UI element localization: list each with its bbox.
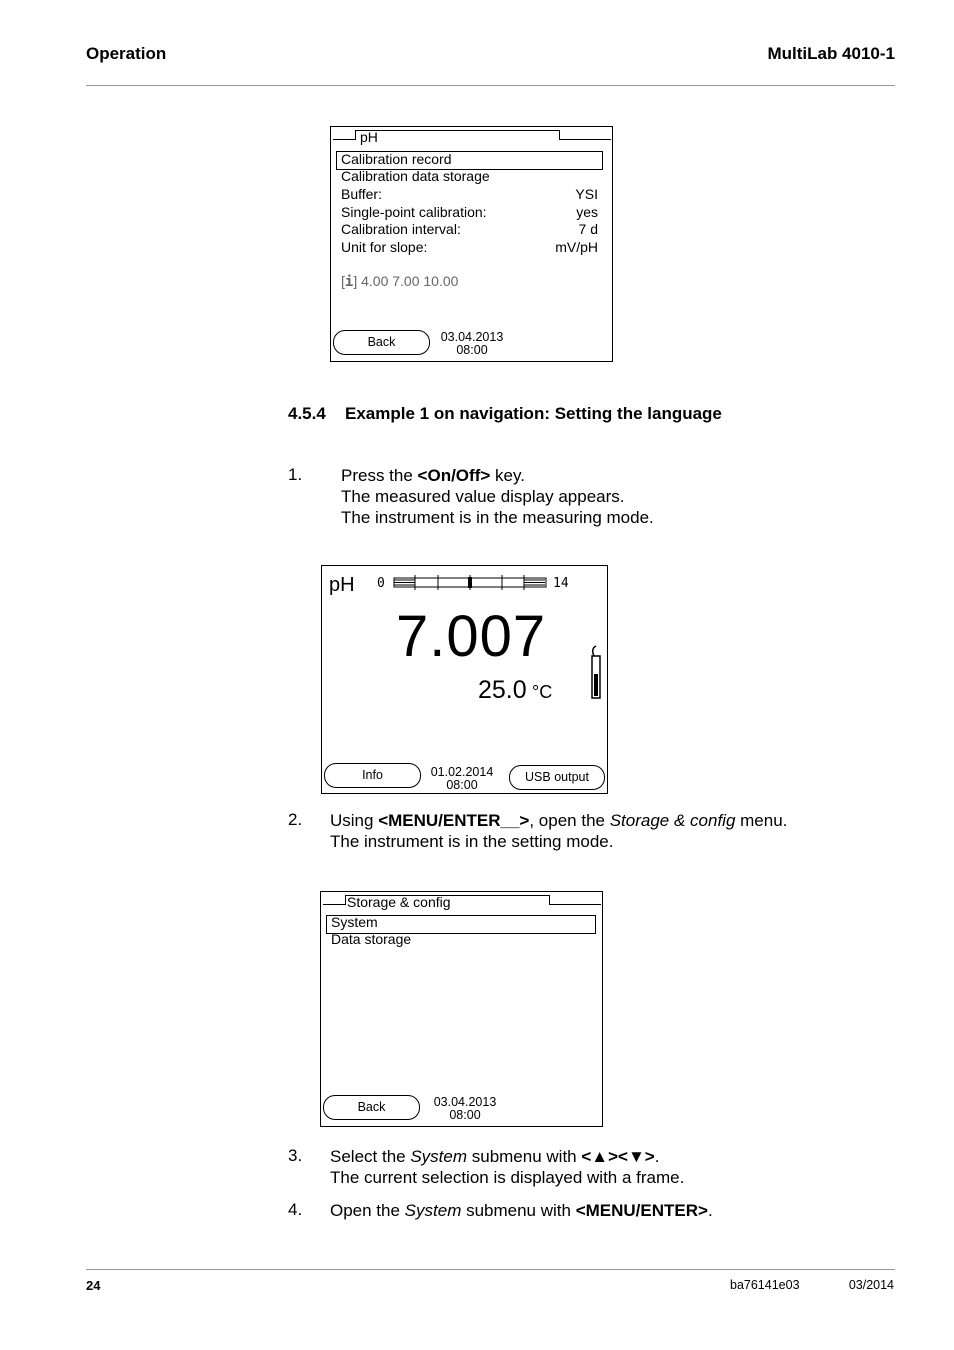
measured-value: 7.007 [396, 604, 547, 669]
date-time: 01.02.2014 08:00 [430, 765, 494, 792]
header-product-name: MultiLab 4010-1 [767, 44, 895, 63]
scale-marker [468, 577, 472, 588]
setting-buffer[interactable]: Buffer: YSI [341, 186, 598, 202]
info-icon: i [344, 274, 354, 290]
ph-settings-screen [330, 126, 613, 362]
menu-item-calibration-record[interactable]: Calibration record [341, 151, 452, 167]
scale-min: 0 [377, 576, 385, 591]
scale-max: 14 [553, 576, 569, 591]
step-3-text: Select the System submenu with <▲><▼>. The current selection is displayed with a frame. [330, 1147, 685, 1187]
step-4-text: Open the System submenu with <MENU/ENTER>. [330, 1201, 713, 1220]
temperature-unit: °C [532, 682, 553, 702]
document-date: 03/2014 [848, 1278, 894, 1292]
temperature-value: 25.0 [478, 676, 527, 704]
setting-unit-for-slope[interactable]: Unit for slope: mV/pH [341, 239, 598, 255]
footer-rule [86, 1269, 895, 1270]
menu-item-calibration-data-storage[interactable]: Calibration data storage [341, 168, 490, 184]
back-button[interactable]: Back [323, 1095, 420, 1120]
document-id: ba76141e03 [730, 1278, 800, 1292]
screen-title: pH [360, 129, 378, 145]
ph-scale-bar [393, 575, 548, 591]
screen-title: Storage & config [347, 894, 451, 910]
step-3-number: 3. [288, 1146, 303, 1165]
back-button[interactable]: Back [333, 330, 430, 355]
header-section-title: Operation [86, 44, 167, 63]
section-number: 4.5.4 [288, 404, 326, 423]
page-number: 24 [86, 1278, 101, 1293]
date-time: 03.04.2013 08:00 [440, 330, 504, 357]
step-4-number: 4. [288, 1200, 303, 1219]
measurement-unit: pH [329, 574, 355, 596]
step-1-number: 1. [288, 465, 303, 484]
measurement-screen [321, 565, 608, 794]
setting-single-point-calibration[interactable]: Single-point calibration: yes [341, 204, 598, 220]
usb-output-button[interactable]: USB output [509, 765, 605, 790]
electrode-icon [589, 644, 603, 700]
step-2-text: Using <MENU/ENTER__>, open the Storage & config menu. The instrument is in the setting mode. [330, 811, 788, 851]
section-title: Example 1 on navigation: Setting the language [345, 404, 722, 423]
step-1-text: Press the <On/Off> key. The measured value display appears. The instrument is in the measuring mode. [341, 466, 654, 527]
menu-item-system[interactable]: System [331, 914, 378, 930]
setting-calibration-interval[interactable]: Calibration interval: 7 d [341, 221, 598, 237]
menu-item-data-storage[interactable]: Data storage [331, 931, 412, 947]
info-line: [i] 4.00 7.00 10.00 [341, 273, 459, 290]
storage-config-screen [320, 891, 603, 1127]
date-time: 03.04.2013 08:00 [433, 1095, 497, 1122]
info-button[interactable]: Info [324, 763, 421, 788]
header-rule [86, 85, 895, 86]
step-2-number: 2. [288, 810, 303, 829]
